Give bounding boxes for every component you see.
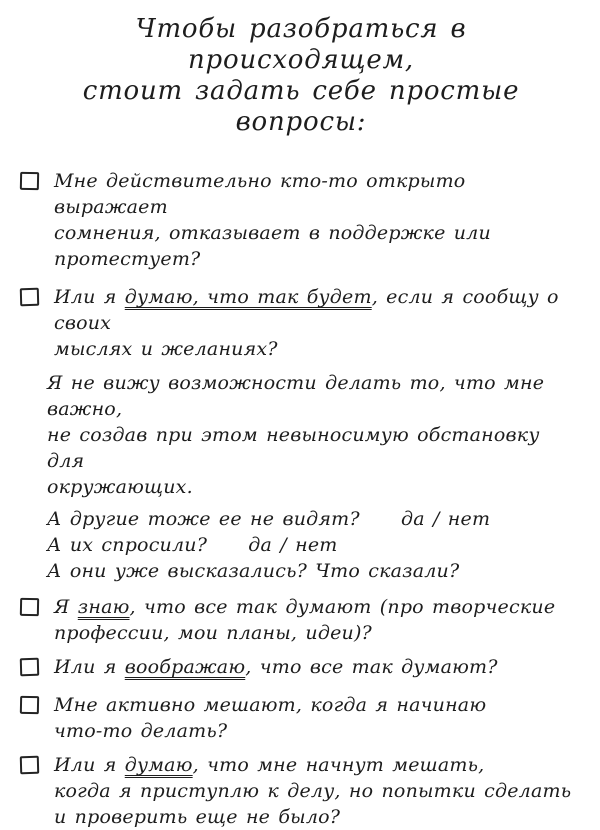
underlined-text: думаю, что так будет [124,286,372,308]
title-line-2: стоит задать себе простые вопросы: [82,76,520,137]
text-line: А они уже высказались? Что сказали? [47,560,460,582]
question-text-6 [54,752,571,830]
page-title [20,14,582,138]
underlined-text: знаю [77,596,130,618]
question-text-5 [54,692,486,744]
text-line: не создав при этом невыносимую обстановку для [47,424,548,472]
question-item-2 [20,284,582,362]
text-segment: Я [54,596,78,618]
text-segment: , что все так думают? [245,656,498,678]
question-item-6 [20,752,582,830]
title-line-1: Чтобы разобраться в происходящем, [135,14,467,75]
question-item-3 [20,594,582,646]
text-line: окружающих. [47,476,193,498]
text-line: Я не вижу возможности делать то, что мне важно, [47,372,553,420]
text-line: и проверить еще не было? [54,806,341,828]
text-line: когда я приступлю к делу, но попытки сделать [54,780,572,802]
note-paragraph-1 [20,370,582,500]
question-item-4 [20,654,582,680]
question-text-4 [54,654,498,680]
text-line [54,752,571,778]
checkbox-q2[interactable] [20,288,39,306]
text-line [54,654,498,680]
text-line: А другие тоже ее не видят? да / нет [47,508,491,530]
text-segment: , что мне начнут мешать, [192,754,485,776]
text-line: мыслях и желаниях? [54,338,278,360]
text-segment: , что все так думают (про творческие [129,596,556,618]
text-line [54,284,582,336]
text-line: Мне активно мешают, когда я начинаю [54,694,487,716]
text-segment: Или я [54,286,125,308]
note-paragraph-2 [20,506,582,584]
text-segment: Или я [54,754,125,776]
text-line: профессии, мои планы, идеи)? [54,622,372,644]
checkbox-q3[interactable] [20,598,39,616]
text-line: Мне действительно кто-то открыто выражает [54,170,474,218]
question-text-1 [54,168,582,272]
text-segment: Или я [54,656,125,678]
underlined-text: воображаю [124,656,246,678]
checkbox-q4[interactable] [20,658,39,676]
question-text-2 [54,284,582,362]
question-item-1 [20,168,582,272]
question-text-3 [54,594,555,646]
underlined-text: думаю [124,754,193,776]
text-line: сомнения, отказывает в поддержке или протестует? [54,222,500,270]
text-line: что-то делать? [54,720,228,742]
question-item-5 [20,692,582,744]
checkbox-q5[interactable] [20,696,39,714]
checkbox-q6[interactable] [20,756,39,774]
text-segment: , если я сообщу о своих [54,286,567,334]
checkbox-q1[interactable] [20,172,39,190]
text-line: А их спросили? да / нет [47,534,338,556]
text-line [54,594,555,620]
